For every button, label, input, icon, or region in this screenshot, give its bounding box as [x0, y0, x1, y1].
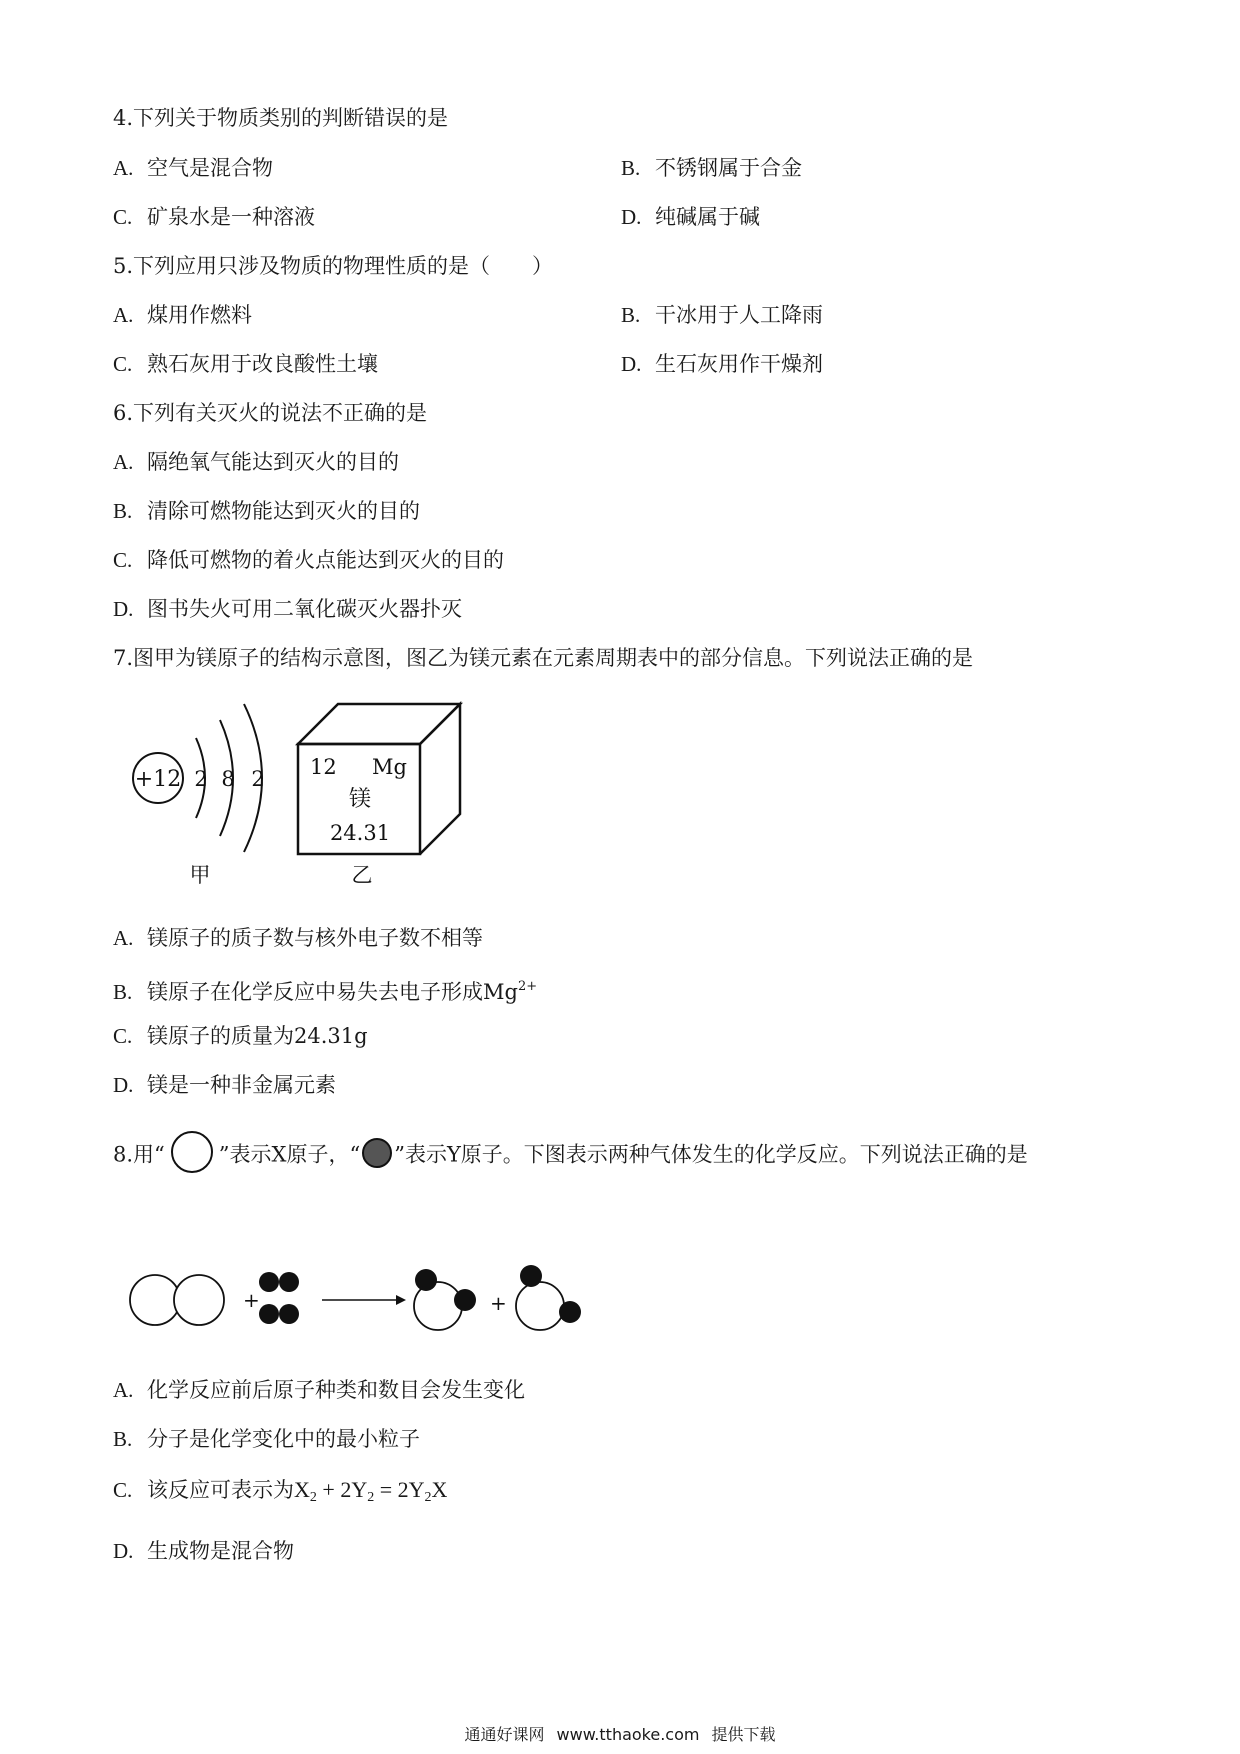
atomic-mass: 24.31 [329, 821, 391, 845]
q8-option-c: C. 该反应可表示为X2 + 2Y2 = 2Y2X [113, 1477, 448, 1505]
atom-structure-diagram [133, 704, 265, 887]
q6-stem: 6.下列有关灭火的说法不正确的是 [113, 401, 428, 425]
periodic-table-cell [298, 704, 460, 887]
q6-option-c: C. 降低可燃物的着火点能达到灭火的目的 [113, 548, 504, 572]
plus-sign-2: + [490, 1291, 507, 1315]
cell-top [298, 704, 460, 744]
q8-reaction-diagram [128, 1258, 598, 1338]
shell-1-electrons: 2 [194, 767, 208, 791]
figure-label-yi: 乙 [351, 863, 373, 887]
shell-2-electrons: 8 [221, 767, 235, 791]
q6-option-b: B. 清除可燃物能达到灭火的目的 [113, 499, 420, 523]
nucleus-charge: +12 [134, 767, 182, 792]
q8-option-b: B. 分子是化学变化中的最小粒子 [113, 1427, 420, 1451]
page-footer [0, 1722, 1240, 1745]
q6-option-d: D. 图书失火可用二氧化碳灭火器扑灭 [113, 597, 462, 621]
q5-option-c: C. 熟石灰用于改良酸性土壤 [113, 352, 378, 376]
q8-option-a: A. 化学反应前后原子种类和数目会发生变化 [113, 1378, 525, 1402]
q7-option-b: B. 镁原子在化学反应中易失去电子形成$Mg^{2+}$ [113, 979, 538, 1004]
q7-option-a: A. 镁原子的质子数与核外电子数不相等 [113, 926, 483, 950]
shell-3-electrons: 2 [251, 767, 265, 791]
product-molecule-1 [414, 1269, 476, 1330]
y2-molecules [259, 1272, 299, 1324]
x-atom-icon [165, 1130, 219, 1174]
q5-stem: 5.下列应用只涉及物质的物理性质的是（ ） [113, 254, 554, 278]
q7-option-d: D. 镁是一种非金属元素 [113, 1073, 336, 1097]
q4-option-b: B. 不锈钢属于合金 [621, 156, 802, 180]
footer-url[interactable]: www.tthaoke.com [556, 1725, 700, 1744]
x2-molecule [130, 1275, 224, 1325]
reaction-arrow [322, 1295, 406, 1305]
q8-stem: 8.用“ ”表示X原子，“ ”表示Y原子。下图表示两种气体发生的化学反应。下列说法正确的是 [113, 1138, 1028, 1174]
element-symbol: Mg [372, 755, 407, 779]
reaction-equation: X2 + 2Y2 = 2Y2X [294, 1477, 448, 1505]
mg-ion-charge: 2+ [517, 979, 538, 994]
q4-option-c: C. 矿泉水是一种溶液 [113, 205, 315, 229]
q5-option-b: B. 干冰用于人工降雨 [621, 303, 823, 327]
q8-option-d: D. 生成物是混合物 [113, 1539, 294, 1563]
y-atom-icon [360, 1136, 394, 1170]
figure-label-jia: 甲 [189, 863, 211, 887]
q7-option-c: C. 镁原子的质量为24.31g [113, 1024, 368, 1048]
q5-option-a: A. 煤用作燃料 [113, 303, 252, 327]
product-molecule-2 [516, 1265, 581, 1330]
q4-option-d: D. 纯碱属于碱 [621, 205, 760, 229]
q4-stem: 4.下列关于物质类别的判断错误的是 [113, 106, 449, 130]
cell-side [420, 704, 460, 854]
plus-sign-1: + [243, 1288, 260, 1312]
atomic-number: 12 [310, 755, 337, 779]
element-name: 镁 [348, 787, 372, 812]
footer-action: 提供下载 [711, 1725, 776, 1744]
footer-site: 通通好课网 [464, 1725, 545, 1744]
q4-option-a: A. 空气是混合物 [113, 156, 273, 180]
q7-figure [110, 690, 470, 890]
q5-option-d: D. 生石灰用作干燥剂 [621, 352, 823, 376]
q7-stem: 7.图甲为镁原子的结构示意图，图乙为镁元素在元素周期表中的部分信息。下列说法正确的是 [113, 646, 974, 670]
q6-option-a: A. 隔绝氧气能达到灭火的目的 [113, 450, 399, 474]
